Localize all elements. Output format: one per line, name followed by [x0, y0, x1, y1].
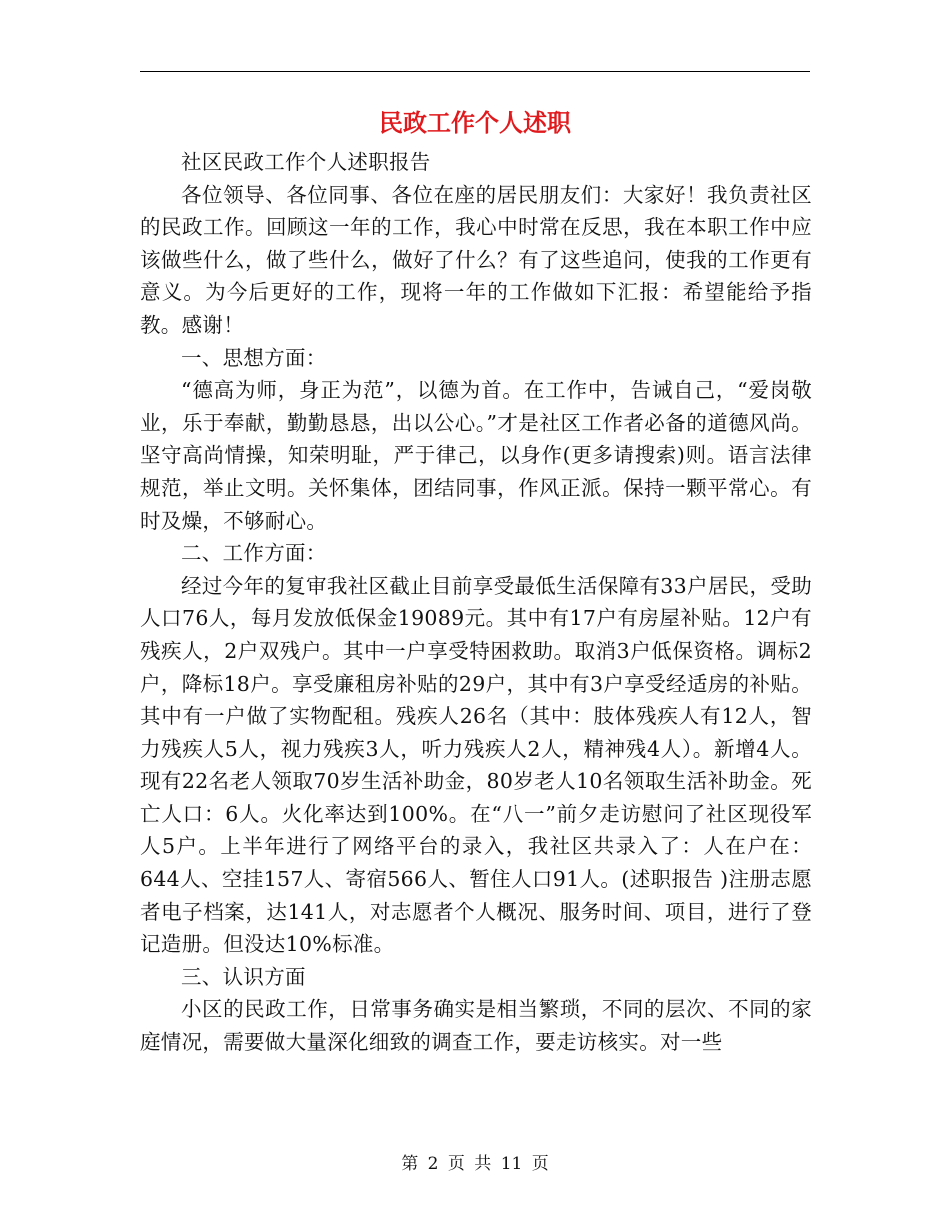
paragraph: 社区民政工作个人述职报告 [181, 150, 431, 174]
document-body [140, 146, 812, 1059]
paragraph: 经过今年的复审我社区截止目前享受最低生活保障有33户居民，受助人口76人，每月发放低保金19089元。其中有17户有房屋补贴。12户有残疾人，2户双残户。其中一户享受特困救助。取消3户低保资格。调标2户，降标18户。享受廉租房补贴的29户，其中有3户享受经适房的补贴。其中有一户做了实物配租。残疾人26名（其中：肢体残疾人有12人，智力残疾人5人，视力残疾3人，听力残疾人2人，精神残4人）。新增4人。现有22名老人领取70岁生活补助金，80岁老人10名领取生活补助金。死亡人口：6人。火化率达到100%。在“八一”前夕走访慰问了社区现役军人5户。上半年进行了网络平台的录入，我社区共录入了：人在户在：644人、空挂157人、寄宿566人、暂住人口91人。(述职报告 )注册志愿者电子档案，达141人，对志愿者个人概况、服务时间、项目，进行了登记造册。但没达10%标准。 [140, 573, 812, 957]
section-heading: 三、认识方面 [181, 964, 306, 989]
document-title: 民政工作个人述职 [379, 108, 571, 137]
section-heading: 一、思想方面： [181, 345, 327, 370]
paragraph: “德高为师，身正为范”，以德为首。在工作中，告诫自己，“爱岗敬业，乐于奉献，勤勤恳恳，出以公心。”才是社区工作者必备的道德风尚。坚守高尚情操，知荣明耻，严于律己，以身作(更多请搜索)则。语言法律规范，举止文明。关怀集体，团结同事，作风正派。保持一颗平常心。有时及燥，不够耐心。 [140, 378, 812, 533]
paragraph: 各位领导、各位同事、各位在座的居民朋友们：大家好！我负责社区的民政工作。回顾这一年的工作，我心中时常在反思，我在本职工作中应该做些什么，做了些什么，做好了什么？有了这些追问，使我的工作更有意义。为今后更好的工作，现将一年的工作做如下汇报：希望能给予指教。感谢！ [140, 182, 812, 337]
header-rule [140, 71, 810, 72]
paragraph: 小区的民政工作，日常事务确实是相当繁琐，不同的层次、不同的家庭情况，需要做大量深化细致的调查工作，要走访核实。对一些 [140, 997, 812, 1055]
page-footer: 第 2 页 共 11 页 [401, 1154, 549, 1174]
section-heading: 二、工作方面： [181, 541, 327, 566]
